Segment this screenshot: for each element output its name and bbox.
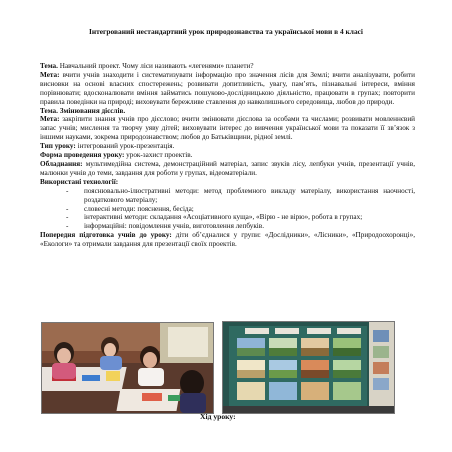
- goal-1-label: Мета:: [40, 70, 60, 79]
- theme-1: [40, 62, 415, 71]
- technology-item: - інтерактивні методи: складання «Асоціативного куща», «Вірю - не вірю», робота в групах;: [66, 213, 415, 222]
- document-title: Інтегрований нестандартний урок природознавства та української мови в 4 класі: [89, 27, 363, 36]
- lesson-form-text: урок-захист проектів.: [126, 151, 193, 160]
- preparation: [40, 231, 415, 249]
- technologies-heading: [40, 178, 415, 187]
- classroom-board-illustration: [223, 322, 394, 413]
- preparation-label: Попередня підготовка учнів до уроку:: [40, 231, 172, 240]
- theme-1-label: Тема.: [40, 62, 58, 70]
- equipment-text: мультимедійна система, демонстраційний матеріал, запис звуків лісу, лепбуки учнів, презентації учнів, малюнки учнів до теми, завдання для роботи у групах, відеоматеріали.: [40, 159, 415, 177]
- technologies-list: [40, 187, 415, 232]
- classroom-board-photo: [222, 321, 395, 414]
- theme-1-text: Навчальний проект. Чому ліси називають «легенями» планети?: [59, 62, 254, 70]
- lesson-form: [40, 151, 415, 160]
- theme-2-label: Тема. Змінювання дієслів.: [40, 106, 126, 115]
- lesson-form-label: Форма проведення уроку:: [40, 151, 125, 160]
- lesson-type: [40, 142, 415, 151]
- goal-2-text: закріпити знання учнів про дієслово; вчити змінювати дієслова за особами та числами; розвивати мовленнєвий запас учнів; мислення та творчу уяву дітей; виховувати інтерес до вивчення української мови та показати її зв’язок з іншими науками, зокрема природознавством; любов до Батьківщини, рідної землі.: [40, 115, 416, 142]
- goal-1-text: вчити учнів знаходити і систематизувати інформацію про значення лісів для Землі; вчити аналізувати, робити висновки на основі власних спостережень; розвивати допитливість, увагу, пам’ять, пізнавальні інтереси, вміння порівнювати; вдосконалювати вміння займатись пошуково-дослідницькою діяльністю, працювати в групах; повторити правила поведінки на природі; виховувати бережливе ставлення до навколишнього середовища, любов до природи.: [40, 70, 416, 106]
- equipment-label: Обладнання:: [40, 159, 83, 168]
- classroom-students-photo: [41, 322, 214, 414]
- document-body: [40, 62, 415, 249]
- goal-2-label: Мета:: [40, 115, 60, 124]
- technology-item: - пояснювально-ілюстративні методи: метод проблемного викладу матеріалу, використання наочності, роздаткового матеріалу;: [66, 187, 415, 205]
- equipment: [40, 160, 415, 178]
- technology-item: - інформаційні: повідомлення учнів, виготовлення лепбуків.: [66, 222, 415, 231]
- preparation-text: діти об’єдналися у групи: «Дослідники», «Лісники», «Природоохоронці», «Екологи» та отримали завдання для презентації своїх проектів.: [40, 231, 415, 249]
- lesson-progress-caption: Хід уроку:: [200, 412, 236, 421]
- lesson-type-label: Тип уроку:: [40, 142, 76, 151]
- theme-2: [40, 107, 415, 116]
- lesson-type-text: інтегрований урок-презентація.: [77, 142, 175, 151]
- technology-item: - словесні методи: пояснення, бесіда;: [66, 205, 415, 214]
- goal-2: [40, 115, 415, 142]
- technologies-label: Використані технології:: [40, 177, 119, 186]
- goal-1: [40, 71, 415, 107]
- classroom-students-illustration: [42, 323, 213, 413]
